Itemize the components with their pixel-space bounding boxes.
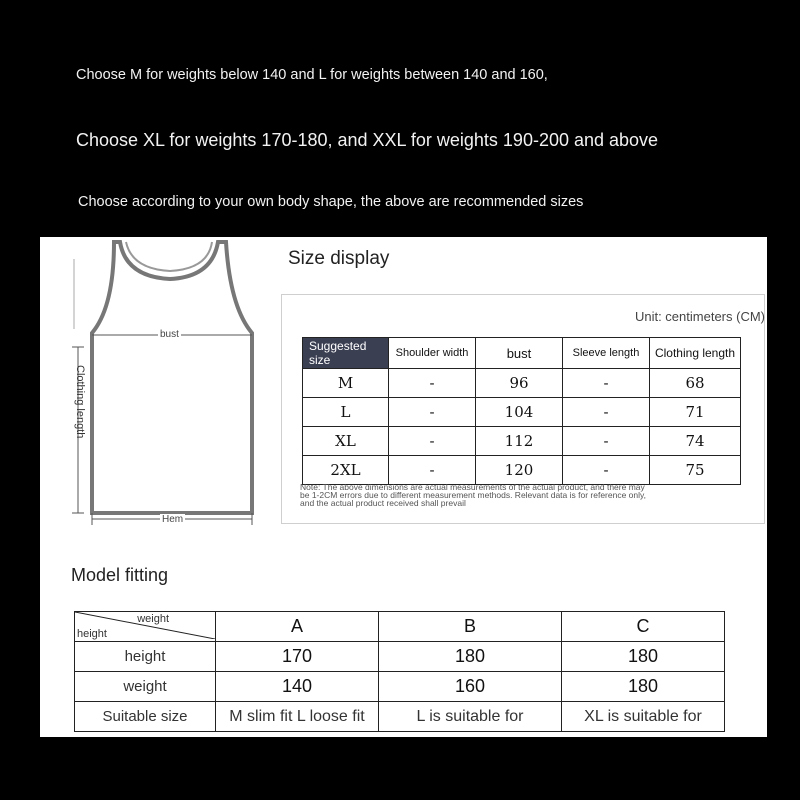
row-label: height	[75, 642, 216, 672]
value-cell: 160	[379, 672, 562, 702]
size-cell: M	[303, 369, 389, 398]
model-fitting-heading: Model fitting	[71, 565, 169, 585]
size-table-header	[303, 338, 741, 369]
model-fitting-table	[74, 611, 725, 732]
shoulder-cell: -	[389, 369, 476, 398]
size-table	[302, 337, 741, 485]
sleeve-cell: -	[563, 456, 650, 485]
bust-label: bust	[160, 329, 179, 340]
size-cell: XL	[303, 427, 389, 456]
value-cell: 180	[562, 672, 725, 702]
value-cell: L is suitable for	[379, 702, 562, 732]
value-cell: 180	[562, 642, 725, 672]
row-label: Suitable size	[75, 702, 216, 732]
table-row	[303, 456, 741, 485]
sleeve-cell: -	[563, 427, 650, 456]
bust-cell: 112	[476, 427, 563, 456]
table-row	[303, 427, 741, 456]
column-a: A	[216, 612, 379, 642]
column-b: B	[379, 612, 562, 642]
value-cell: 180	[379, 642, 562, 672]
table-row	[75, 702, 725, 732]
table-row	[303, 369, 741, 398]
intro-line-2: Choose XL for weights 170-180, and XXL for weights 190-200 and above	[76, 130, 659, 150]
size-cell: 2XL	[303, 456, 389, 485]
size-chart-panel	[40, 237, 767, 737]
length-cell: 75	[650, 456, 741, 485]
header-suggested-size: Suggested size	[303, 338, 389, 369]
table-row	[303, 398, 741, 427]
table-row	[75, 642, 725, 672]
shirt-outline	[92, 242, 252, 513]
shoulder-cell: -	[389, 398, 476, 427]
header-shoulder-width: Shoulder width	[389, 338, 476, 369]
value-cell: 170	[216, 642, 379, 672]
value-cell: M slim fit L loose fit	[216, 702, 379, 732]
intro-line-3: Choose according to your own body shape, the above are recommended sizes	[78, 194, 584, 210]
column-c: C	[562, 612, 725, 642]
fit-table-header	[75, 612, 725, 642]
sleeve-cell: -	[563, 369, 650, 398]
shoulder-cell: -	[389, 456, 476, 485]
shoulder-cell: -	[389, 427, 476, 456]
intro-line-1: Choose M for weights below 140 and L for weights between 140 and 160,	[76, 67, 548, 83]
sleeve-cell: -	[563, 398, 650, 427]
bust-cell: 96	[476, 369, 563, 398]
header-clothing-length: Clothing length	[650, 338, 741, 369]
size-table-card	[281, 294, 765, 524]
value-cell: 140	[216, 672, 379, 702]
value-cell: XL is suitable for	[562, 702, 725, 732]
bust-cell: 104	[476, 398, 563, 427]
size-display-heading: Size display	[288, 248, 390, 269]
corner-weight-label: weight	[137, 613, 169, 625]
length-label: Clothing length	[74, 365, 86, 439]
unit-label: Unit: centimeters (CM)	[634, 309, 765, 324]
hem-label: Hem	[162, 514, 184, 525]
neckline	[126, 242, 212, 271]
corner-cell	[75, 612, 216, 642]
header-bust: bust	[476, 338, 563, 369]
size-cell: L	[303, 398, 389, 427]
table-row	[75, 672, 725, 702]
bust-cell: 120	[476, 456, 563, 485]
corner-height-label: height	[77, 628, 107, 640]
measurement-note: Note: The above dimensions are actual measurements of the actual product, and there may be 1-2CM errors due to different measurement methods. Relevant data is for reference only, and the actual product received shall prevail	[300, 482, 646, 508]
header-sleeve-length: Sleeve length	[563, 338, 650, 369]
row-label: weight	[75, 672, 216, 702]
length-cell: 71	[650, 398, 741, 427]
length-cell: 68	[650, 369, 741, 398]
length-cell: 74	[650, 427, 741, 456]
